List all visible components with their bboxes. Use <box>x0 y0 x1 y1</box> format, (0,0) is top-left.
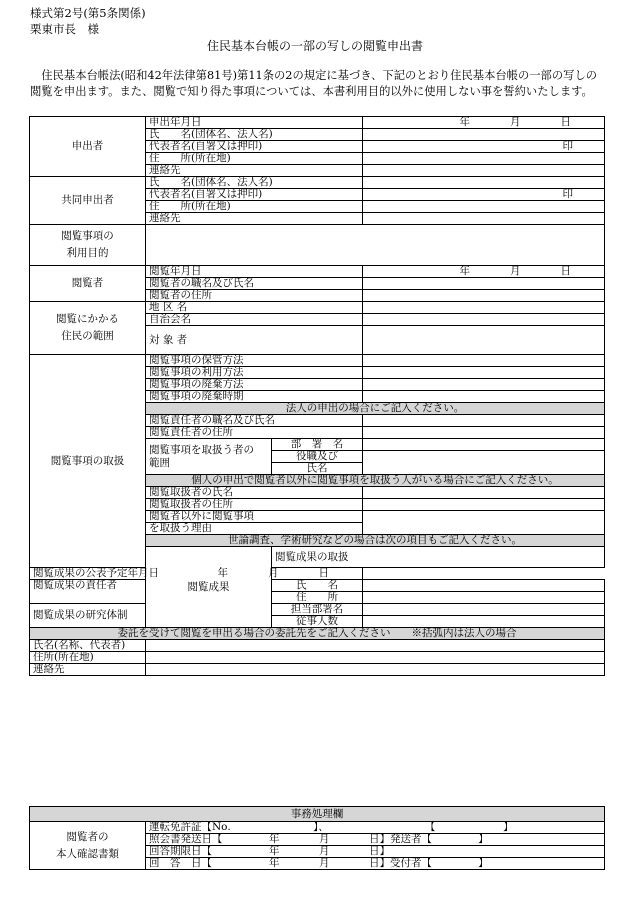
usage-method-field[interactable] <box>363 367 605 379</box>
storage-method-field[interactable] <box>363 355 605 367</box>
disposal-date-field[interactable] <box>363 391 605 403</box>
form-row <box>30 628 605 640</box>
field-label: 閲覧責任者の職名及び氏名 <box>146 415 363 427</box>
field-label: 閲覧者の職名及び氏名 <box>146 278 363 290</box>
field-label: 地 区 名 <box>146 302 363 314</box>
form-row <box>30 177 605 189</box>
form-row <box>30 822 605 834</box>
field-label: 閲覧事項の利用方法 <box>146 367 363 379</box>
field-label: 申出年月日 <box>146 117 363 129</box>
form-row <box>30 652 605 664</box>
form-row <box>30 266 605 278</box>
handler-reason-field[interactable] <box>363 511 605 535</box>
inquiry-sent-row[interactable]: 照会書発送日【 年 月 日】発送者【 】 <box>146 834 605 846</box>
field-label: 氏名 <box>272 463 363 475</box>
field-label: 閲覧成果の責任者 <box>30 580 146 604</box>
representative-field[interactable] <box>363 141 605 153</box>
publish-date-field[interactable]: 年 月 日 <box>272 568 363 580</box>
answer-date-row[interactable]: 回 答 日【 年 月 日】受付者【 】 <box>146 858 605 870</box>
handler-address-field[interactable] <box>363 499 605 511</box>
handler-dept-field[interactable] <box>363 439 605 451</box>
entrust-contact-field[interactable] <box>146 664 605 676</box>
field-label: 担当部署名 <box>272 604 363 616</box>
entrust-address-field[interactable] <box>146 652 605 664</box>
field-label: 閲覧成果の取扱 <box>272 547 605 568</box>
application-form <box>29 116 605 676</box>
license-row[interactable]: 運転免許証【No. 】、 【 】 <box>146 822 605 834</box>
responsible-address-field[interactable] <box>363 427 605 439</box>
seal-mark: 印 <box>562 140 573 152</box>
scope-label: 閲覧にかかる 住民の範囲 <box>30 302 146 355</box>
research-dept-field[interactable] <box>363 604 605 616</box>
field-label: 部 署 名 <box>272 439 363 451</box>
handler-title-name-field[interactable] <box>363 451 605 475</box>
results-label: 閲覧成果 <box>146 547 272 628</box>
field-label: 閲覧取扱者の氏名 <box>146 487 363 499</box>
target-field[interactable] <box>363 326 605 355</box>
form-row <box>30 640 605 652</box>
handler-range-label: 閲覧事項を取扱う者の 範囲 <box>146 439 272 475</box>
field-label: 住 所(所在地) <box>146 153 363 165</box>
field-label: 役職及び <box>272 451 363 463</box>
field-label: 閲覧事項の保管方法 <box>146 355 363 367</box>
applicant-label: 申出者 <box>30 117 146 177</box>
handling-label: 閲覧事項の取扱 <box>30 355 146 568</box>
form-row <box>30 355 605 367</box>
field-label: 住所(所在地) <box>30 652 146 664</box>
field-label: 連絡先 <box>146 213 363 225</box>
form-row <box>30 807 605 822</box>
handler-name-field[interactable] <box>363 487 605 499</box>
co-applicant-name-field[interactable] <box>363 177 605 189</box>
district-field[interactable] <box>363 302 605 314</box>
field-label: 閲覧成果の公表予定年月日 <box>30 568 272 580</box>
entrust-note: 委託を受けて閲覧を申出る場合の委託先をご記入ください ※括弧内は法人の場合 <box>30 628 605 640</box>
field-label: 閲覧責任者の住所 <box>146 427 363 439</box>
results-responsible-address-field[interactable] <box>363 592 605 604</box>
field-label: を取扱う理由 <box>146 523 363 535</box>
id-docs-label: 閲覧者の 本人確認書類 <box>30 822 146 870</box>
form-row <box>30 225 605 266</box>
applicant-contact-field[interactable] <box>363 165 605 177</box>
field-label: 住 所(所在地) <box>146 201 363 213</box>
research-staff-field[interactable] <box>363 616 605 628</box>
individual-note: 個人の申出で閲覧者以外に閲覧事項を取扱う人がいる場合にご記入ください。 <box>146 475 605 487</box>
viewing-date-field[interactable]: 年 月 日 <box>363 266 605 278</box>
field-label: 氏 名(団体名、法人名) <box>146 129 363 141</box>
form-number: 様式第2号(第5条関係) <box>30 6 146 20</box>
applicant-address-field[interactable] <box>363 153 605 165</box>
field-label: 閲覧事項の廃棄時期 <box>146 391 363 403</box>
field-label: 代表者名(自署又は押印) <box>146 141 363 153</box>
field-label: 閲覧年月日 <box>146 266 363 278</box>
viewer-address-field[interactable] <box>363 290 605 302</box>
form-row <box>30 604 605 616</box>
corporate-note: 法人の申出の場合にご記入ください。 <box>146 403 605 415</box>
viewer-label: 閲覧者 <box>30 266 146 302</box>
field-label: 閲覧成果の研究体制 <box>30 604 146 628</box>
co-representative-field[interactable] <box>363 189 605 201</box>
survey-note: 世論調査、学術研究などの場合は次の項目もご記入ください。 <box>146 535 605 547</box>
form-row <box>30 302 605 314</box>
field-label: 閲覧事項の廃棄方法 <box>146 379 363 391</box>
form-row <box>30 117 605 129</box>
application-date-field[interactable]: 年 月 日 <box>363 117 605 129</box>
field-label: 閲覧者以外に閲覧事項 <box>146 511 363 523</box>
purpose-field[interactable] <box>146 225 605 266</box>
field-label: 代表者名(自署又は押印) <box>146 189 363 201</box>
field-label: 氏 名 <box>272 580 363 592</box>
form-row <box>30 568 605 580</box>
field-label: 従事人数 <box>272 616 363 628</box>
results-responsible-name-field[interactable] <box>363 580 605 592</box>
addressee: 栗東市長 様 <box>30 22 99 36</box>
co-applicant-label: 共同申出者 <box>30 177 146 225</box>
field-label: 自治会名 <box>146 314 363 326</box>
office-title: 事務処理欄 <box>30 807 605 822</box>
field-label: 連絡先 <box>146 165 363 177</box>
deadline-row[interactable]: 回答期限日【 年 月 日】 <box>146 846 605 858</box>
responsible-name-field[interactable] <box>363 415 605 427</box>
field-label: 住 所 <box>272 592 363 604</box>
field-label: 対 象 者 <box>146 326 363 355</box>
office-use-table <box>29 806 605 870</box>
co-applicant-address-field[interactable] <box>363 201 605 213</box>
viewer-name-field[interactable] <box>363 278 605 290</box>
intro-text: 住民基本台帳法(昭和42年法律第81号)第11条の2の規定に基づき、下記のとおり住民基本台帳の一部の写しの閲覧を申出ます。また、閲覧で知り得た事項については、本書利用目的以外に使用しない事を誓約いたします。 <box>30 69 598 98</box>
field-label: 氏名(名称、代表者) <box>30 640 146 652</box>
field-label: 閲覧取扱者の住所 <box>146 499 363 511</box>
applicant-name-field[interactable] <box>363 129 605 141</box>
page-title: 住民基本台帳の一部の写しの閲覧申出書 <box>206 39 423 53</box>
purpose-label: 閲覧事項の 利用目的 <box>30 225 146 266</box>
field-label: 閲覧者の住所 <box>146 290 363 302</box>
field-label: 連絡先 <box>30 664 146 676</box>
form-row <box>30 580 605 592</box>
seal-mark: 印 <box>562 188 573 200</box>
form-row <box>30 664 605 676</box>
entrust-name-field[interactable] <box>146 640 605 652</box>
co-applicant-contact-field[interactable] <box>363 213 605 225</box>
disposal-method-field[interactable] <box>363 379 605 391</box>
neighborhood-field[interactable] <box>363 314 605 326</box>
field-label: 氏 名(団体名、法人名) <box>146 177 363 189</box>
